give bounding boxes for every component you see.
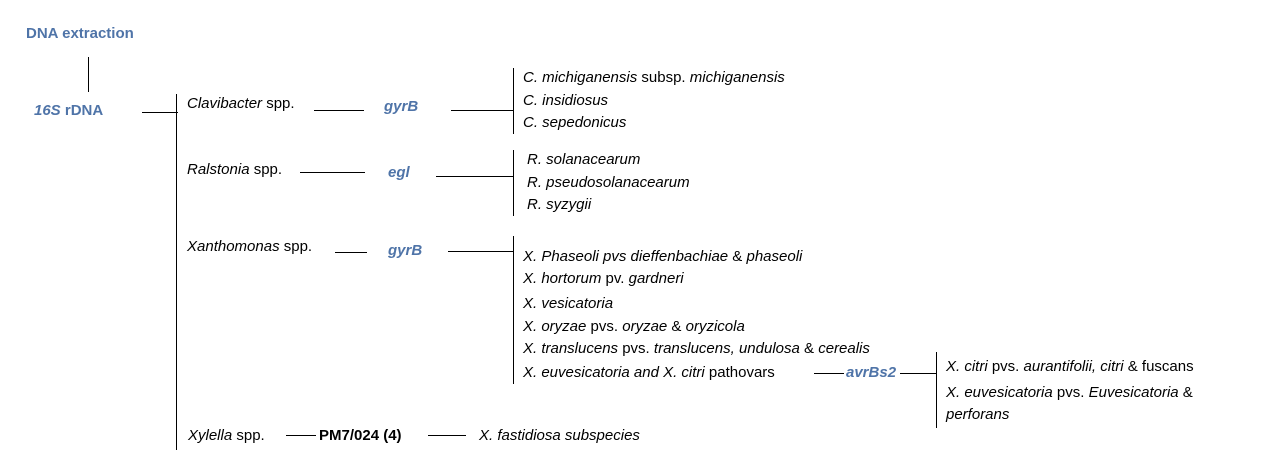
connector-line [88, 57, 89, 92]
egl-marker-node: egl [388, 164, 410, 181]
species-name: X. euvesicatoria and X. citri [523, 364, 705, 381]
genus-name: Ralstonia [187, 161, 250, 178]
spp-label: spp. [232, 427, 265, 444]
species-name: X. citri [946, 358, 988, 375]
rdna-prefix: 16S [34, 102, 61, 119]
connector-line [900, 373, 936, 374]
avrbs2-marker-node: avrBs2 [846, 364, 897, 381]
rank-label: pv. [601, 270, 629, 287]
species-item [523, 248, 802, 266]
connector-text: & [667, 318, 686, 335]
species-name: X. translucens [523, 340, 619, 357]
rank-label: subsp. [637, 69, 690, 86]
species-name: X. oryzae [523, 318, 587, 335]
subspecies-name: michiganensis [689, 69, 785, 86]
connector-line [814, 373, 844, 374]
connector-text: & [1178, 384, 1193, 401]
pathovar-name: phaseoli [746, 248, 803, 265]
spp-label: spp. [262, 95, 295, 112]
genus-name: Xanthomonas [187, 238, 280, 255]
connector-line [448, 251, 514, 252]
pathovar-name: gardneri [628, 270, 684, 287]
species-item: C. insidiosus [523, 92, 609, 109]
species-bracket-line [936, 352, 937, 428]
xylella-node [188, 427, 265, 445]
species-item [523, 318, 745, 336]
species-item [946, 358, 1194, 376]
species-name: X. euvesicatoria [946, 384, 1053, 401]
clavibacter-node [187, 95, 295, 113]
species-item: C. sepedonicus [523, 114, 627, 131]
connector-text: & fuscans [1123, 358, 1194, 375]
species-name: X. Phaseoli pvs dieffenbachiae [523, 248, 729, 265]
genus-trunk-line [176, 94, 177, 450]
species-name: X. hortorum [523, 270, 602, 287]
species-bracket-line [513, 150, 514, 216]
pathovar-name: oryzicola [685, 318, 745, 335]
connector-line [300, 172, 365, 173]
connector-text: & [799, 340, 819, 357]
connector-line [436, 176, 514, 177]
connector-line [335, 252, 367, 253]
species-item: X. fastidiosa subspecies [479, 427, 640, 444]
dna-extraction-node: DNA extraction [26, 25, 134, 42]
connector-line [451, 110, 514, 111]
connector-line [428, 435, 466, 436]
species-item [523, 364, 775, 382]
species-item: R. solanacearum [527, 151, 641, 168]
gyrb-marker-node: gyrB [384, 98, 419, 115]
spp-label: spp. [279, 238, 313, 255]
connector-line [142, 112, 178, 113]
pathovar-name: Euvesicatoria [1088, 384, 1179, 401]
ralstonia-node [187, 161, 282, 179]
species-bracket-line [513, 236, 514, 384]
genus-name: Xylella [188, 427, 233, 444]
pathovar-name: oryzae [622, 318, 668, 335]
gyrb-marker-node: gyrB [388, 242, 423, 259]
genus-name: Clavibacter [187, 95, 263, 112]
species-item [523, 69, 785, 87]
pathovar-name: translucens, undulosa [653, 340, 800, 357]
rank-label: pvs. [618, 340, 654, 357]
rank-label: pathovars [704, 364, 775, 381]
rank-label: pvs. [987, 358, 1024, 375]
connector-text: & [728, 248, 747, 265]
species-item: R. syzygii [527, 196, 592, 213]
species-item: R. pseudosolanacearum [527, 174, 690, 191]
16s-rdna-node [34, 102, 103, 120]
species-item [523, 340, 870, 358]
rdna-suffix: rDNA [60, 102, 104, 119]
pathovar-name: cerealis [818, 340, 870, 357]
rank-label: pvs. [586, 318, 623, 335]
pm7-method-node: PM7/024 (4) [319, 427, 402, 444]
species-item: perforans [946, 406, 1010, 423]
species-bracket-line [513, 68, 514, 134]
connector-line [286, 435, 316, 436]
rank-label: pvs. [1052, 384, 1089, 401]
species-item: X. vesicatoria [523, 295, 614, 312]
species-item [523, 270, 684, 288]
species-name: C. michiganensis [523, 69, 638, 86]
connector-line [314, 110, 364, 111]
pathovar-name: aurantifolii, citri [1023, 358, 1124, 375]
xanthomonas-node [187, 238, 312, 256]
spp-label: spp. [249, 161, 283, 178]
species-item [946, 384, 1193, 402]
